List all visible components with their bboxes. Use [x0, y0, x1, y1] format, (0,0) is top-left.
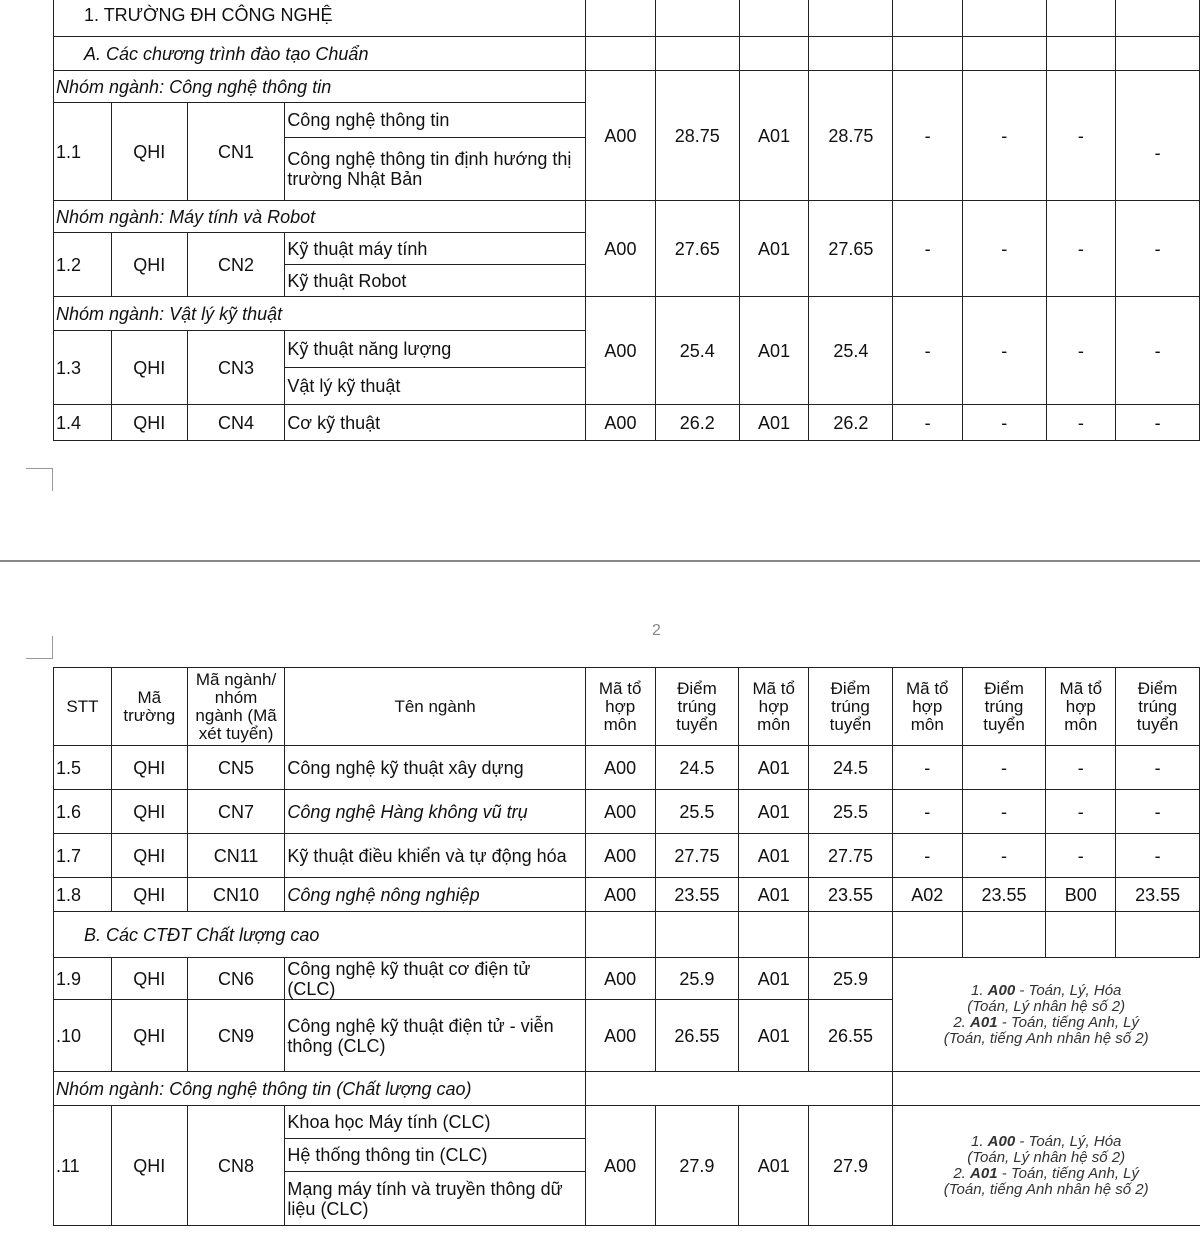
group-label: Nhóm ngành: Công nghệ thông tin (Chất lượng cao): [54, 1072, 586, 1106]
major-names: Công nghệ thông tin Công nghệ thông tin định hướng thị trường Nhật Bản: [285, 103, 586, 201]
stt-cell: 1.1: [54, 103, 112, 201]
school-title: 1. TRƯỜNG ĐH CÔNG NGHỆ: [54, 0, 586, 37]
header-stt: STT: [54, 668, 112, 746]
header-nganh: Mã ngành/ nhóm ngành (Mã xét tuyển): [187, 668, 285, 746]
admission-table-top: 1. TRƯỜNG ĐH CÔNG NGHỆ A. Các chương trình đào tạo Chuẩn Nhóm ngành: Công nghệ thông tin A00 28.75 A01 28.75 - - - - 1.1 QHI CN1 Công nghệ thông tin Công nghệ thông tin định hướng thị trường Nhật Bản Nhóm ngành: Máy tính và Robot A00 27.65 A01 27.65 - - - - 1.2 QHI CN2 Kỹ thuật máy tính Kỹ thuật Robot Nhóm ngành: Vật lý kỹ thuật A00 25.4 A01 25.4 - - - - 1.3 QHI CN3 Kỹ thuật năng lượng Vật lý kỹ thuật 1.4 QHI CN4 Cơ kỹ thuật A00 26.2 A01 26.2 - - - -: [53, 0, 1200, 441]
table-row: .11 QHI CN8 Khoa học Máy tính (CLC) Hệ thống thông tin (CLC) Mạng máy tính và truyền thông dữ liệu (CLC) A00 27.9 A01 27.9 1. A00 - Toán, Lý, Hóa (Toán, Lý nhân hệ số 2) 2. A01 - Toán, tiếng Anh, Lý (Toán, tiếng Anh nhân hệ số 2): [54, 1106, 1200, 1226]
table-row: 1.9 QHI CN6 Công nghệ kỹ thuật cơ điện tử (CLC) A00 25.9 A01 25.9 1. A00 - Toán, Lý, Hóa (Toán, Lý nhân hệ số 2) 2. A01 - Toán, tiếng Anh, Lý (Toán, tiếng Anh nhân hệ số 2): [54, 958, 1200, 1000]
header-row: STT Mã trường Mã ngành/ nhóm ngành (Mã xét tuyển) Tên ngành Mã tổ hợp môn Điểm trúng tuyển Mã tổ hợp môn Điểm trúng tuyển Mã tổ hợp môn Điểm trúng tuyển Mã tổ hợp môn Điểm trúng tuyển: [54, 668, 1200, 746]
table-row: 1.7 QHI CN11 Kỹ thuật điều khiển và tự động hóa A00 27.75 A01 27.75 - - - -: [54, 834, 1200, 878]
page-corner-mark: [26, 636, 53, 659]
stt-cell: 1.2: [54, 233, 112, 297]
header-truong: Mã trường: [111, 668, 187, 746]
admission-table-bottom: [53, 667, 1200, 1226]
major-names: Kỹ thuật máy tính Kỹ thuật Robot: [285, 233, 586, 297]
subject-note: 1. A00 - Toán, Lý, Hóa (Toán, Lý nhân hệ số 2) 2. A01 - Toán, tiếng Anh, Lý (Toán, tiếng Anh nhân hệ số 2): [892, 958, 1199, 1072]
subject-note: 1. A00 - Toán, Lý, Hóa (Toán, Lý nhân hệ số 2) 2. A01 - Toán, tiếng Anh, Lý (Toán, tiếng Anh nhân hệ số 2): [892, 1106, 1199, 1226]
major-names: Khoa học Máy tính (CLC) Hệ thống thông tin (CLC) Mạng máy tính và truyền thông dữ liệu (CLC): [285, 1106, 585, 1226]
stt-cell: 1.3: [54, 331, 112, 405]
major-names: Kỹ thuật năng lượng Vật lý kỹ thuật: [285, 331, 586, 405]
section-b-title: B. Các CTĐT Chất lượng cao: [54, 912, 586, 958]
table-row: 1.4 QHI CN4 Cơ kỹ thuật A00 26.2 A01 26.2 - - - -: [54, 405, 1200, 441]
group-label: Nhóm ngành: Máy tính và Robot: [54, 201, 586, 233]
section-a-title: A. Các chương trình đào tạo Chuẩn: [54, 37, 586, 71]
page-corner-mark: [26, 468, 53, 491]
page-separator: [0, 560, 1200, 562]
table-row: .10 QHI CN9 Công nghệ kỹ thuật điện tử - viễn thông (CLC) A00 26.55 A01 26.55: [54, 1000, 1200, 1072]
table-row: 1.5 QHI CN5 Công nghệ kỹ thuật xây dựng A00 24.5 A01 24.5 - - - -: [54, 746, 1200, 790]
table-row: 1.8 QHI CN10 Công nghệ nông nghiệp A00 23.55 A01 23.55 A02 23.55 B00 23.55: [54, 878, 1200, 912]
table-row: 1.6 QHI CN7 Công nghệ Hàng không vũ trụ A00 25.5 A01 25.5 - - - -: [54, 790, 1200, 834]
header-ten: Tên ngành: [285, 668, 585, 746]
page-number: 2: [652, 622, 661, 639]
group-label: Nhóm ngành: Vật lý kỹ thuật: [54, 297, 586, 331]
group-label: Nhóm ngành: Công nghệ thông tin: [54, 71, 586, 103]
